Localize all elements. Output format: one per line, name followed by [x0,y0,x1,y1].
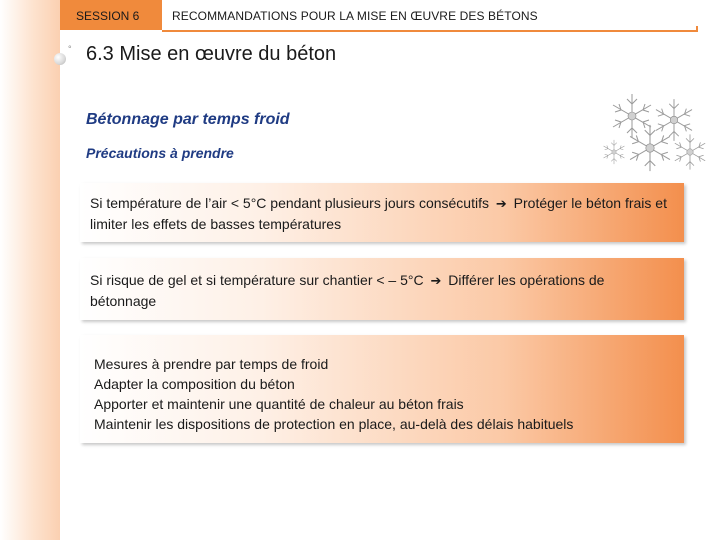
bullet-degree-mark: ° [68,44,72,54]
header-title: RECOMMANDATIONS POUR LA MISE EN ŒUVRE DES BÉTONS [172,9,538,23]
box2-text-after: Différer les opérations de bétonnage [90,272,605,309]
header-divider [162,30,698,32]
arrow-right-icon: ➔ [430,273,442,288]
cold-weather-measures-box [80,335,684,443]
section-title: 6.3 Mise en œuvre du béton [86,43,337,65]
measure-item: Adapter la composition du béton [94,376,295,392]
subtitle-precautions: Précautions à prendre [86,145,234,161]
left-decorative-band [0,0,60,540]
precaution-box-frost-risk [80,258,684,320]
arrow-right-icon: ➔ [495,196,507,211]
box1-text-before: Si température de l’air < 5°C pendant plusieurs jours consécutifs [90,195,489,211]
subtitle-cold-weather: Bétonnage par temps froid [86,111,290,128]
measures-heading: Mesures à prendre par temps de froid [94,356,329,372]
box2-text-before: Si risque de gel et si température sur chantier < – 5°C [90,272,424,288]
session-label: SESSION 6 [76,9,140,23]
box1-text-after: Protéger le béton frais et limiter les effets de basses températures [90,195,667,232]
bullet-icon [54,53,66,65]
measure-item: Apporter et maintenir une quantité de chaleur au béton frais [94,396,464,412]
measure-item: Maintenir les dispositions de protection en place, au-delà des délais habituels [94,416,574,432]
snowflake-icon [598,92,716,178]
header-divider-tick [696,26,698,32]
precaution-box-low-temperature [80,183,684,242]
